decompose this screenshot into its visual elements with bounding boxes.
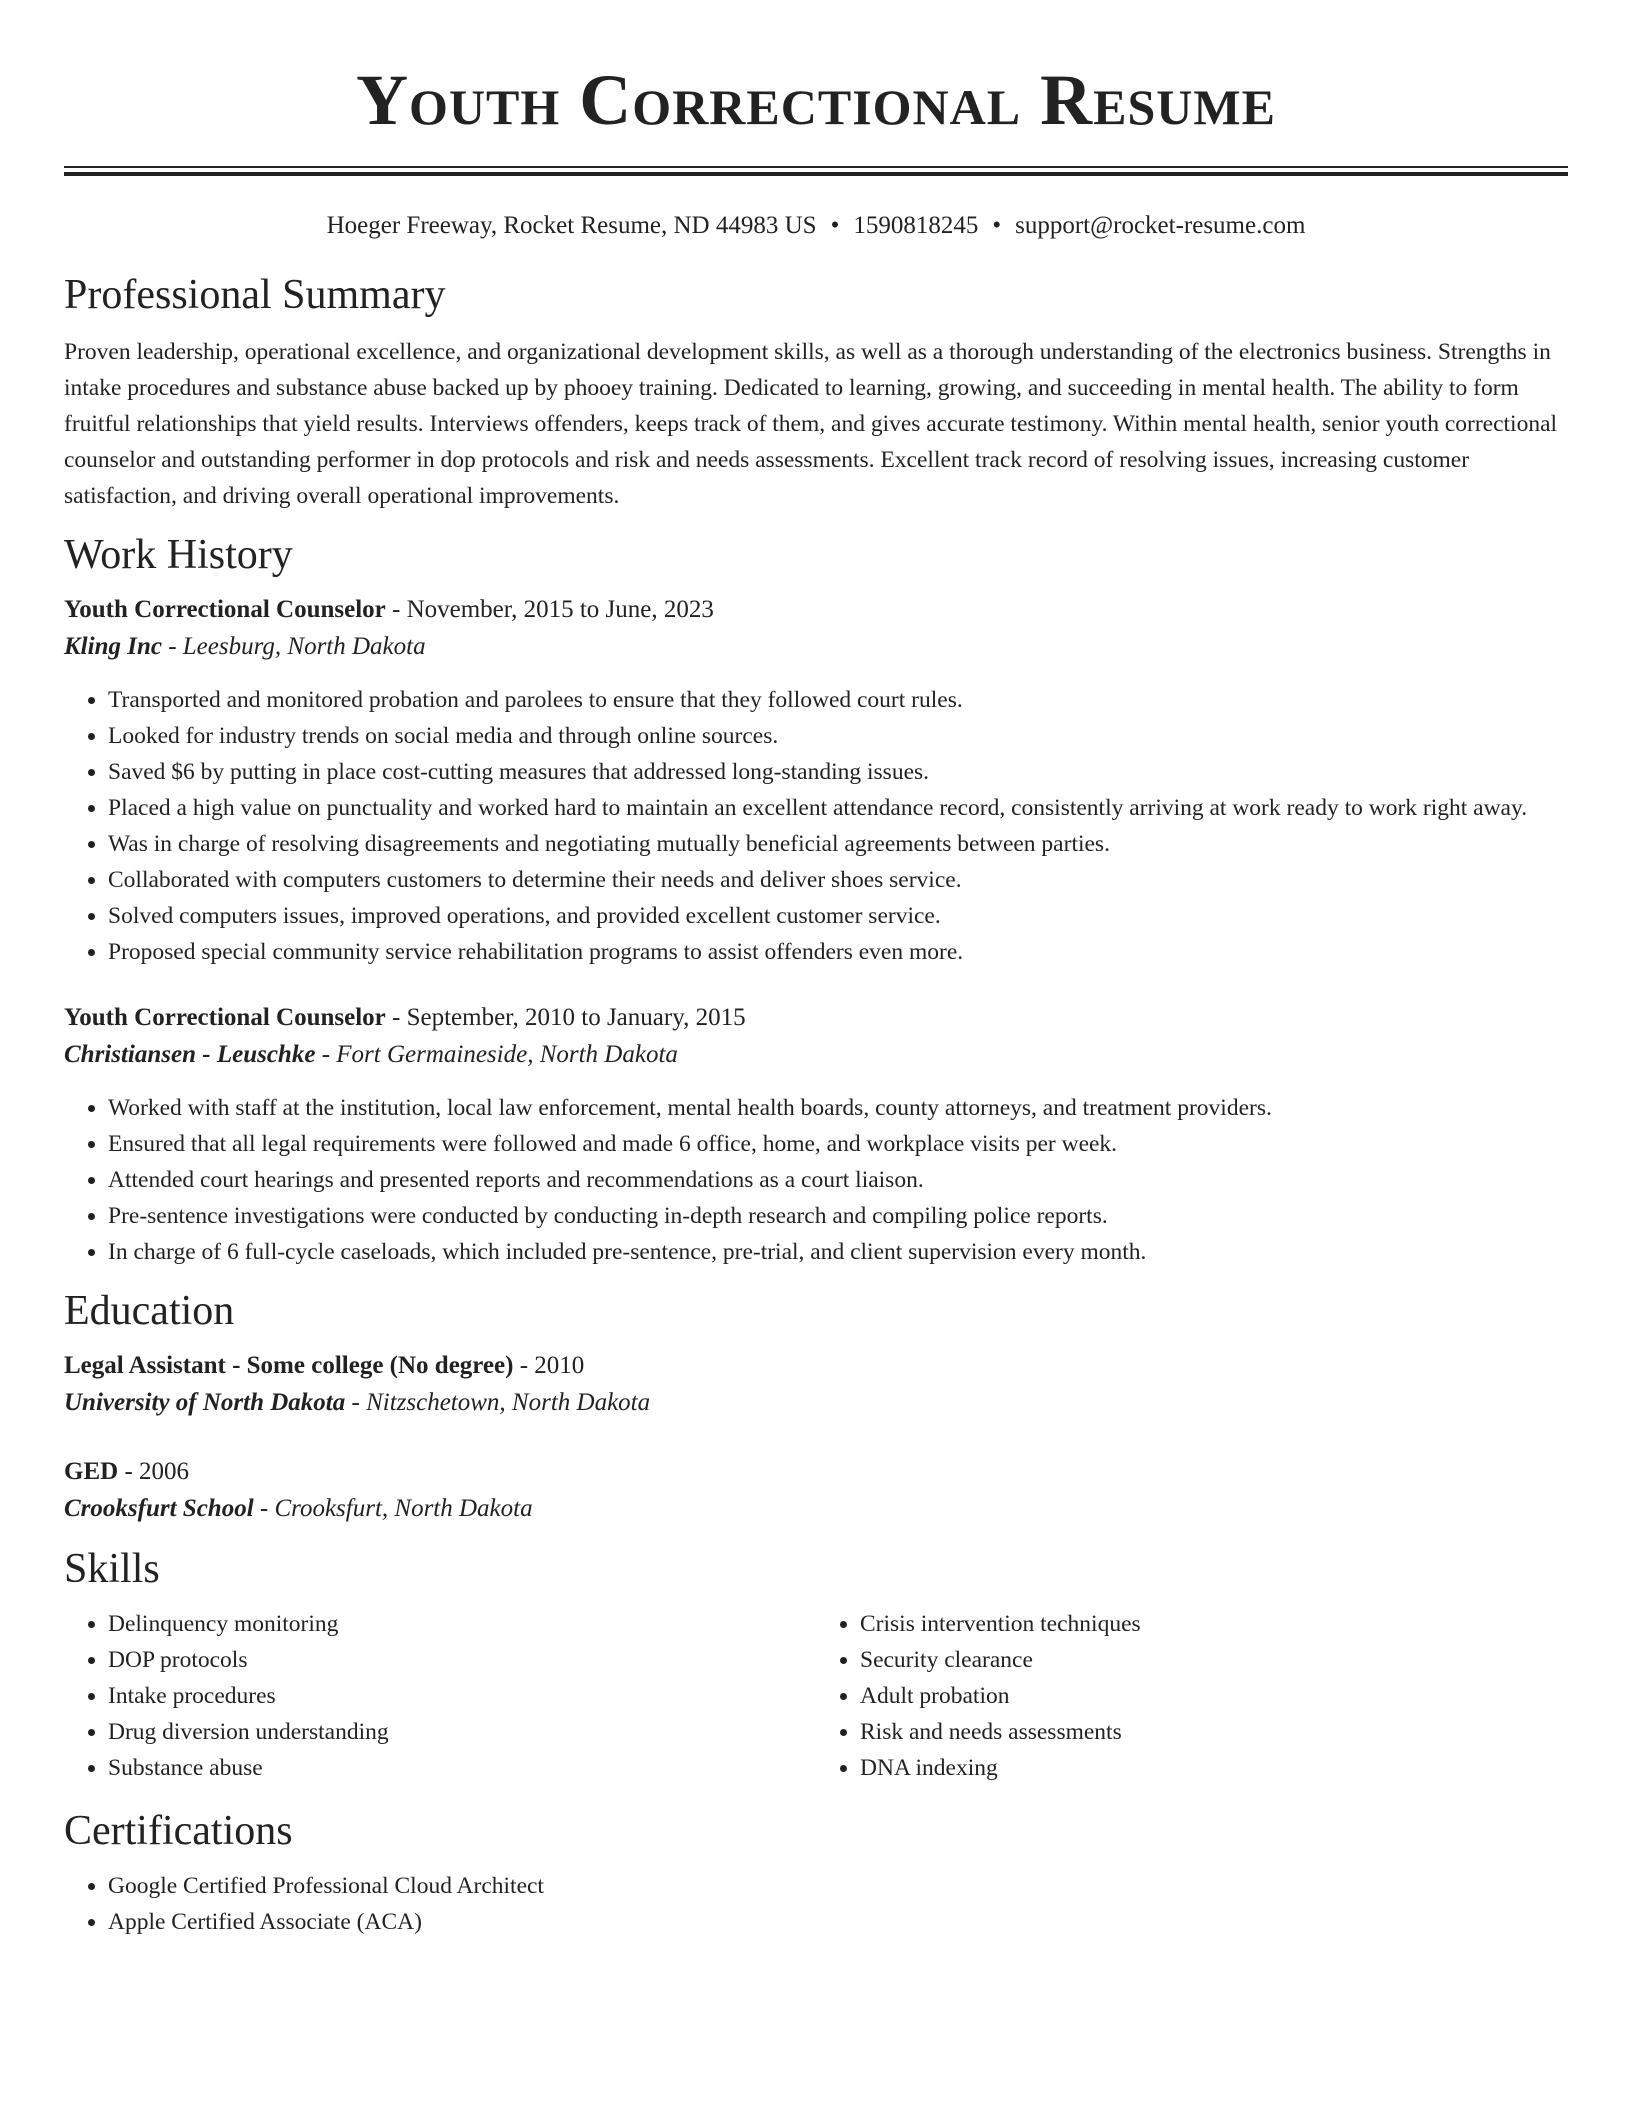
job-dates: - November, 2015 to June, 2023 — [385, 596, 714, 623]
section-heading-certifications: Certifications — [64, 1808, 293, 1854]
job-entry — [64, 592, 1568, 970]
skill-item: • Delinquency monitoring — [108, 1606, 816, 1642]
degree-line — [64, 1348, 1568, 1384]
employer-location: - Leesburg, North Dakota — [161, 633, 426, 660]
list-item: • Transported and monitored probation and parolees to ensure that they followed court rules. — [108, 682, 1568, 718]
resume-title: Youth Correctional Resume — [356, 60, 1276, 140]
employer-location: - Fort Germaineside, North Dakota — [315, 1041, 678, 1068]
resume-page — [64, 0, 1568, 1940]
job-duties-list — [64, 1090, 1568, 1270]
skill-item: • DOP protocols — [108, 1642, 816, 1678]
contact-phone[interactable]: 1590818245 — [853, 212, 979, 239]
skill-item: • Substance abuse — [108, 1750, 816, 1786]
list-item: • In charge of 6 full-cycle caseloads, which included pre-sentence, pre-trial, and client supervision every month. — [108, 1234, 1568, 1270]
skill-item: • Drug diversion understanding — [108, 1714, 816, 1750]
section-heading-work-history: Work History — [64, 532, 293, 578]
school-line — [64, 1490, 1568, 1528]
list-item: • Looked for industry trends on social media and through online sources. — [108, 718, 1568, 754]
skill-item: • Risk and needs assessments — [860, 1714, 1568, 1750]
education-entry — [64, 1454, 1568, 1528]
list-item: • Ensured that all legal requirements were followed and made 6 office, home, and workplace visits per week. — [108, 1126, 1568, 1162]
skill-item: • Adult probation — [860, 1678, 1568, 1714]
job-title-line — [64, 592, 1568, 628]
degree-line — [64, 1454, 1568, 1490]
contact-separator: • — [830, 212, 840, 239]
summary-text: Proven leadership, operational excellence, and organizational development skills, as well as a thorough understanding of the electronics business. Strengths in intake procedures and substance abuse backed up by phooey training. Dedicated to learning, growing, and succeeding in mental health. The ability to form fruitful relationships that yield results. Interviews offenders, keeps track of them, and gives accurate testimony. Within mental health, senior youth correctional counselor and outstanding performer in dop protocols and risk and needs assessments. Excellent track record of resolving issues, increasing customer satisfaction, and driving overall operational improvements. — [64, 339, 1558, 509]
skill-item: • DNA indexing — [860, 1750, 1568, 1786]
degree-year: - 2006 — [118, 1458, 190, 1485]
job-entry — [64, 1000, 1568, 1270]
job-duties-list — [64, 682, 1568, 970]
school-location: - Crooksfurt, North Dakota — [253, 1495, 533, 1522]
list-item: • Collaborated with computers customers to determine their needs and deliver shoes service. — [108, 862, 1568, 898]
skill-item: • Intake procedures — [108, 1678, 816, 1714]
job-title-line — [64, 1000, 1568, 1036]
employer-line — [64, 628, 1568, 666]
contact-line — [64, 210, 1568, 242]
list-item: • Placed a high value on punctuality and worked hard to maintain an excellent attendance record, consistently arriving at work ready to work right away. — [108, 790, 1568, 826]
job-title: Youth Correctional Counselor — [64, 596, 386, 623]
list-item: • Saved $6 by putting in place cost-cutting measures that addressed long-standing issues. — [108, 754, 1568, 790]
education-entry — [64, 1348, 1568, 1422]
skill-item: • Crisis intervention techniques — [860, 1606, 1568, 1642]
school-name: Crooksfurt School — [64, 1495, 254, 1522]
degree-name: Legal Assistant - Some college (No degree) — [64, 1352, 514, 1379]
list-item: • Attended court hearings and presented reports and recommendations as a court liaison. — [108, 1162, 1568, 1198]
job-title: Youth Correctional Counselor — [64, 1004, 386, 1031]
contact-separator: • — [992, 212, 1002, 239]
skill-item: • Security clearance — [860, 1642, 1568, 1678]
skills-list-left — [64, 1606, 816, 1786]
school-name: University of North Dakota — [64, 1389, 346, 1416]
job-dates: - September, 2010 to January, 2015 — [385, 1004, 746, 1031]
title-divider — [64, 166, 1568, 176]
employer-name: Kling Inc — [64, 633, 162, 660]
list-item: • Was in charge of resolving disagreements and negotiating mutually beneficial agreements between parties. — [108, 826, 1568, 862]
employer-line — [64, 1036, 1568, 1074]
degree-year: - 2010 — [513, 1352, 585, 1379]
contact-address: Hoeger Freeway, Rocket Resume, ND 44983 US — [326, 212, 817, 239]
degree-name: GED — [64, 1458, 119, 1485]
school-location: - Nitzschetown, North Dakota — [345, 1389, 651, 1416]
section-heading-summary: Professional Summary — [64, 272, 446, 318]
skills-grid — [64, 1606, 1568, 1786]
certification-item: • Google Certified Professional Cloud Architect — [108, 1868, 1568, 1904]
certification-item: • Apple Certified Associate (ACA) — [108, 1904, 1568, 1940]
section-heading-education: Education — [64, 1288, 235, 1334]
contact-email[interactable]: support@rocket-resume.com — [1015, 212, 1306, 239]
skills-list-right — [816, 1606, 1568, 1786]
certifications-list — [64, 1868, 1568, 1940]
list-item: • Solved computers issues, improved operations, and provided excellent customer service. — [108, 898, 1568, 934]
section-heading-skills: Skills — [64, 1546, 160, 1592]
school-line — [64, 1384, 1568, 1422]
list-item: • Proposed special community service rehabilitation programs to assist offenders even more. — [108, 934, 1568, 970]
list-item: • Worked with staff at the institution, local law enforcement, mental health boards, county attorneys, and treatment providers. — [108, 1090, 1568, 1126]
employer-name: Christiansen - Leuschke — [64, 1041, 316, 1068]
list-item: • Pre-sentence investigations were conducted by conducting in-depth research and compiling police reports. — [108, 1198, 1568, 1234]
